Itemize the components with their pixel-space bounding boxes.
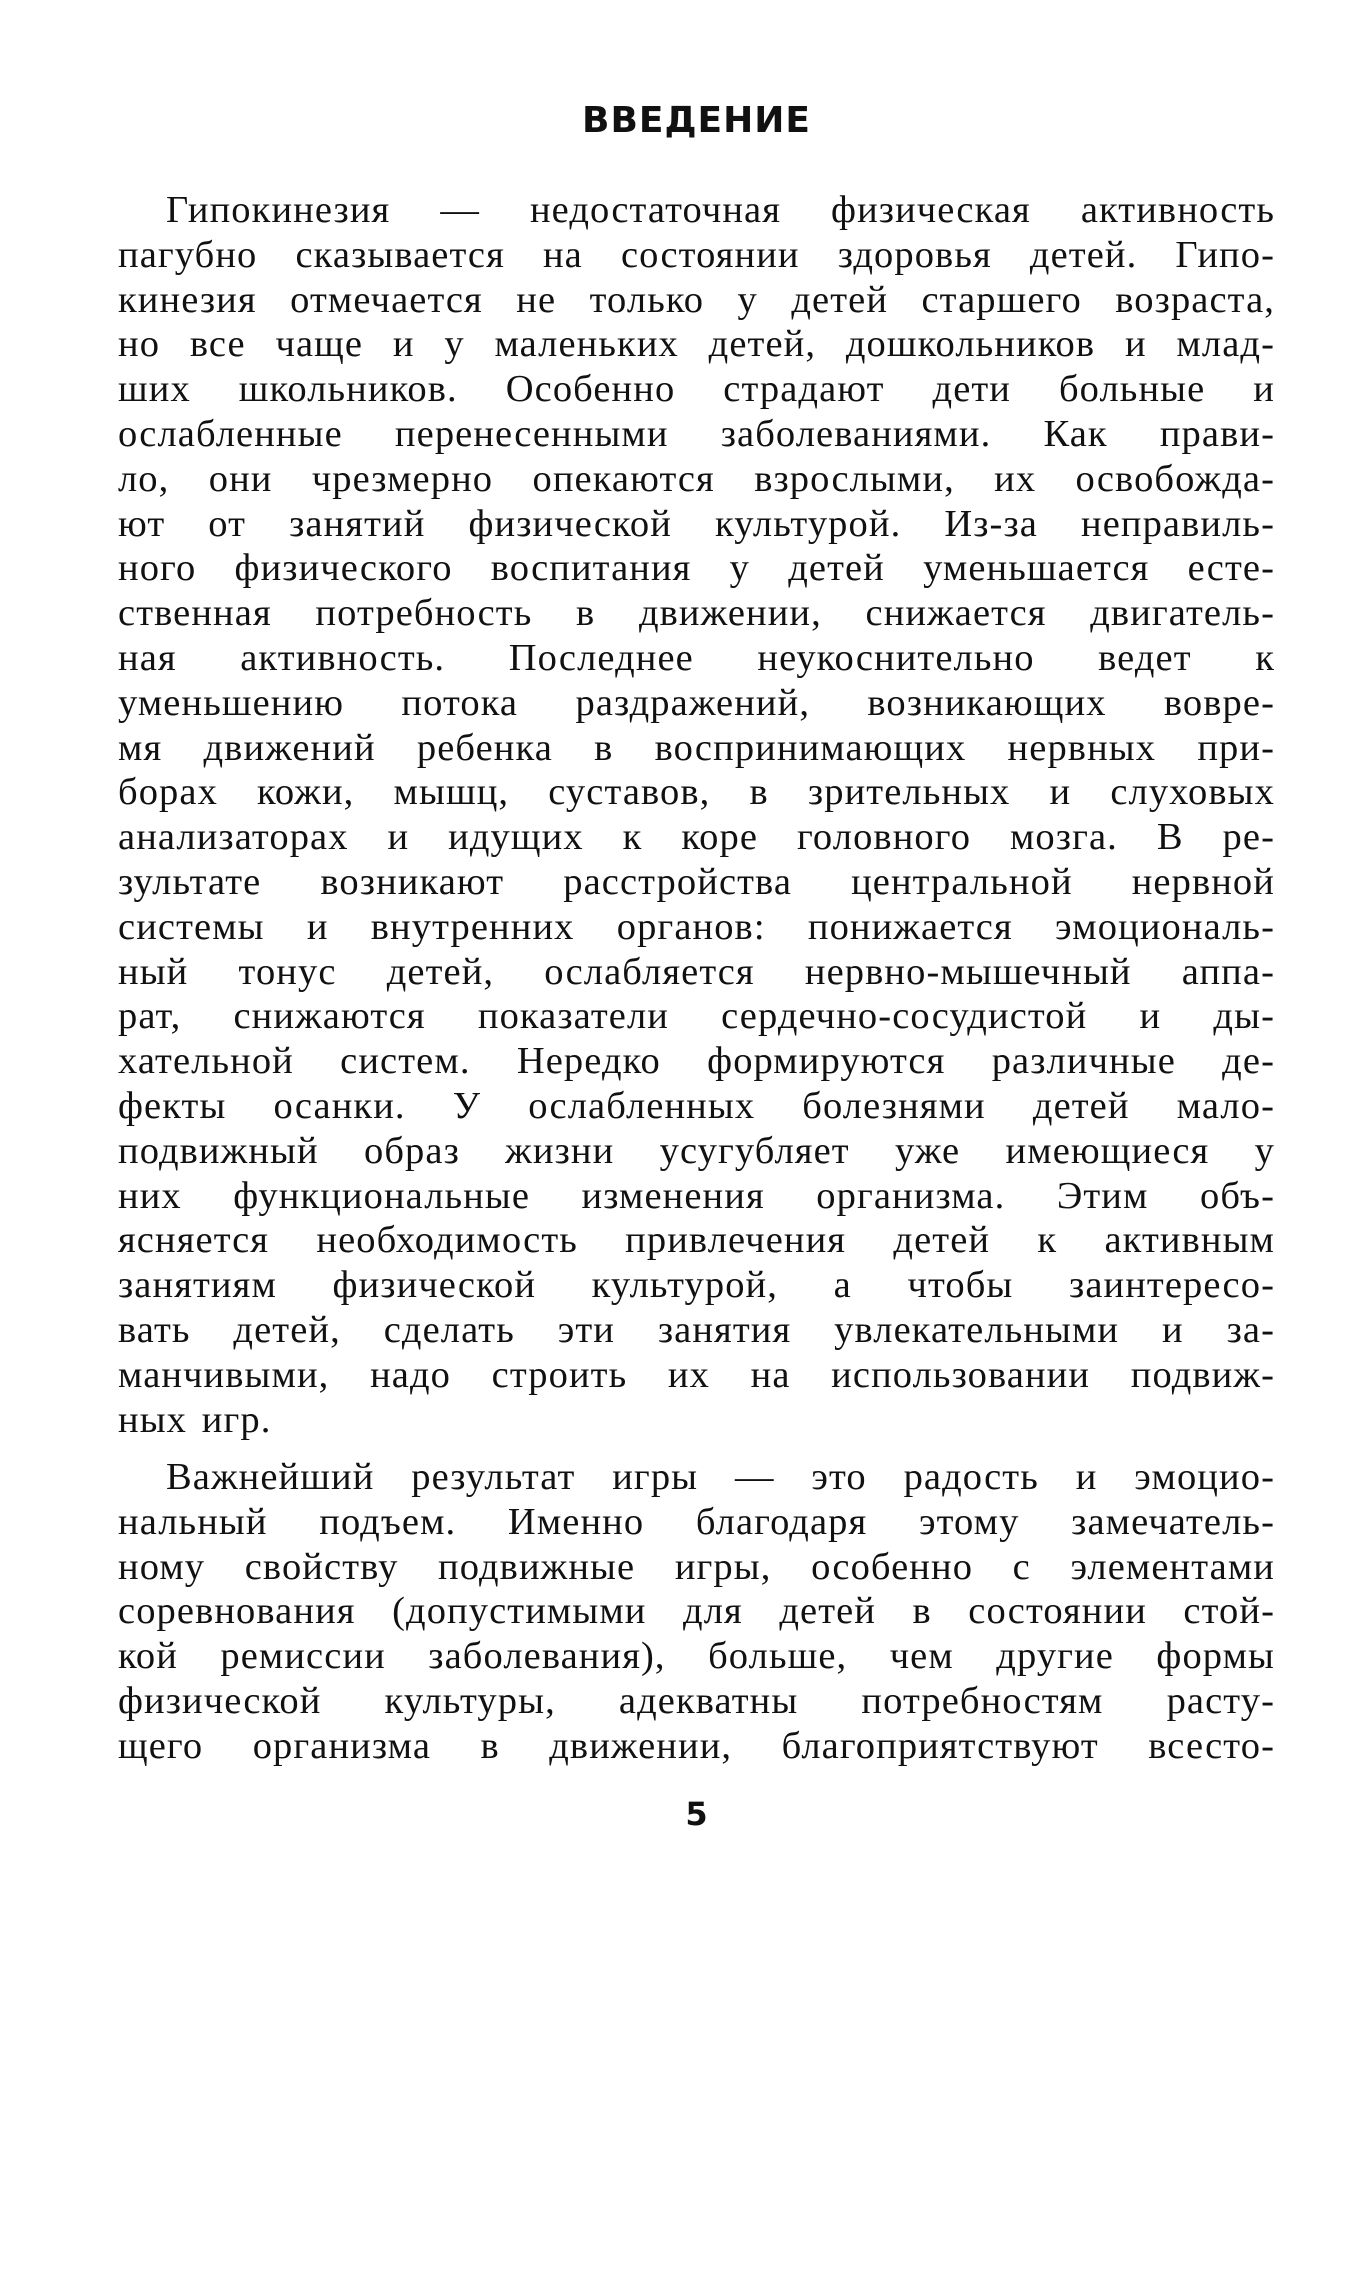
text-line: хательной систем. Нередко формируются различные де-	[118, 1040, 1275, 1083]
text-line: фекты осанки. У ослабленных болезнями детей мало-	[118, 1084, 1275, 1127]
text-line: ная активность. Последнее неукоснительно ведет к	[118, 636, 1275, 679]
chapter-heading: ВВЕДЕНИЕ	[582, 100, 811, 141]
text-line: нальный подъем. Именно благодаря этому замечатель-	[118, 1500, 1275, 1543]
text-line: но все чаще и у маленьких детей, дошкольников и млад-	[118, 323, 1275, 366]
paragraph-1	[118, 188, 1275, 1442]
text-line: ных игр.	[118, 1398, 272, 1441]
book-page	[118, 0, 1275, 2275]
text-line: ших школьников. Особенно страдают дети больные и	[118, 368, 1275, 411]
text-line: ному свойству подвижные игры, особенно с элементами	[118, 1545, 1275, 1588]
text-line: кинезия отмечается не только у детей старшего возраста,	[118, 278, 1275, 321]
text-line: ло, они чрезмерно опекаются взрослыми, их освобожда-	[118, 457, 1275, 500]
text-line: физической культуры, адекватны потребностям расту-	[118, 1679, 1275, 1722]
text-line: кой ремиссии заболевания), больше, чем другие формы	[118, 1635, 1275, 1678]
text-line: рат, снижаются показатели сердечно-сосудистой и ды-	[118, 995, 1275, 1038]
text-line: ного физического воспитания у детей уменьшается есте-	[118, 547, 1275, 590]
text-line: зультате возникают расстройства центральной нервной	[118, 860, 1275, 903]
text-line: щего организма в движении, благоприятствуют всесто-	[118, 1724, 1275, 1767]
text-line: соревнования (допустимыми для детей в состоянии стой-	[118, 1590, 1275, 1633]
text-line: Гипокинезия — недостаточная физическая активность	[166, 189, 1275, 231]
text-line: ственная потребность в движении, снижается двигатель-	[118, 592, 1275, 635]
text-line: манчивыми, надо строить их на использовании подвиж-	[118, 1353, 1275, 1396]
text-line: мя движений ребенка в воспринимающих нервных при-	[118, 726, 1275, 769]
text-line: ный тонус детей, ослабляется нервно-мышечный аппа-	[118, 950, 1275, 993]
text-line: ясняется необходимость привлечения детей к активным	[118, 1219, 1275, 1262]
text-line: ослабленные перенесенными заболеваниями. Как прави-	[118, 412, 1275, 455]
text-line: подвижный образ жизни усугубляет уже имеющиеся у	[118, 1129, 1275, 1172]
paragraph-2	[118, 1455, 1275, 1769]
text-line: пагубно сказывается на состоянии здоровья детей. Гипо-	[118, 233, 1275, 276]
text-line: занятиям физической культурой, а чтобы заинтересо-	[118, 1264, 1275, 1307]
text-line: уменьшению потока раздражений, возникающих вовре-	[118, 681, 1275, 724]
text-line: борах кожи, мышц, суставов, в зрительных и слуховых	[118, 771, 1275, 814]
text-line: них функциональные изменения организма. Этим объ-	[118, 1174, 1275, 1217]
text-line: Важнейший результат игры — это радость и эмоцио-	[166, 1456, 1275, 1498]
text-line: системы и внутренних органов: понижается эмоциональ-	[118, 905, 1275, 948]
text-line: вать детей, сделать эти занятия увлекательными и за-	[118, 1308, 1275, 1351]
page-number: 5	[685, 1795, 708, 1833]
text-line: ют от занятий физической культурой. Из-за неправиль-	[118, 502, 1275, 545]
text-line: анализаторах и идущих к коре головного мозга. В ре-	[118, 816, 1275, 859]
